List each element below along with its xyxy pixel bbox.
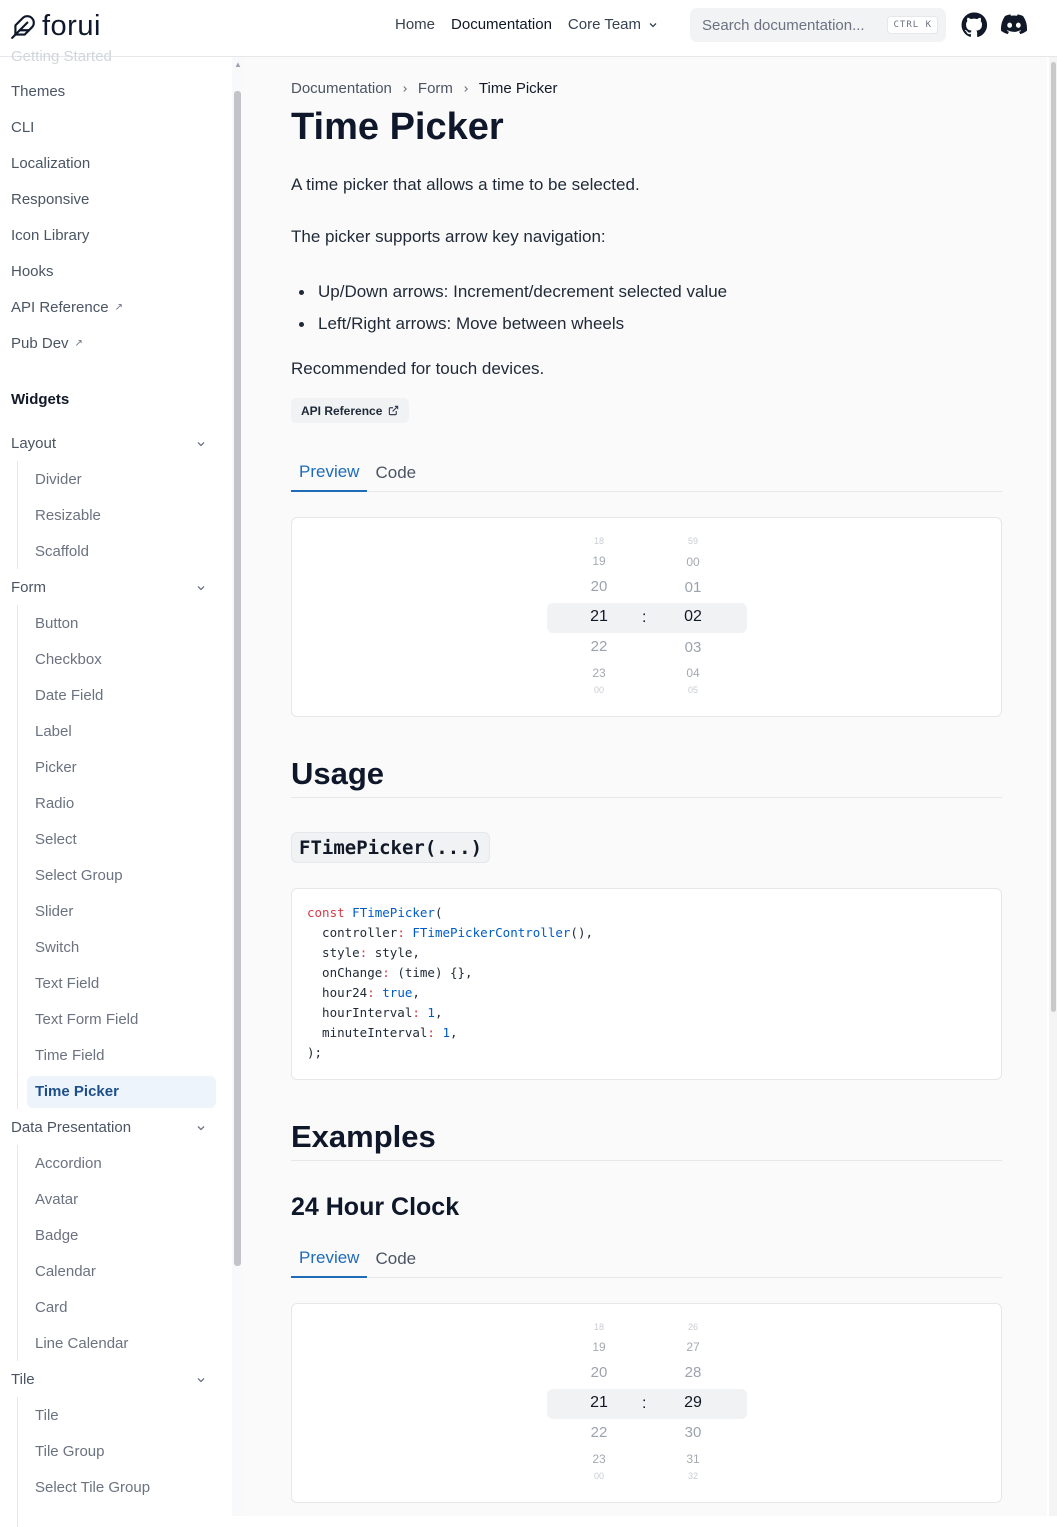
code-token: true (382, 985, 413, 1000)
search-input[interactable] (690, 8, 946, 42)
code-line (307, 1025, 986, 1045)
tab-preview[interactable]: Preview (291, 454, 367, 492)
examples-heading: Examples (291, 1119, 436, 1154)
code-token: 1 (427, 1005, 435, 1020)
sidebar-group-label: Tile (11, 1371, 35, 1388)
external-link-icon: ↗ (74, 338, 83, 349)
nav-core-team[interactable] (568, 16, 659, 33)
time-separator: : (642, 609, 647, 626)
touch-text: Recommended for touch devices. (291, 359, 545, 378)
sidebar-item-resizable[interactable]: Resizable (35, 507, 101, 524)
sidebar-item-icon-library[interactable] (11, 227, 89, 244)
navigation-list (291, 276, 727, 340)
wheel-item: 19 (592, 1340, 606, 1354)
sidebar-item-avatar[interactable]: Avatar (35, 1191, 79, 1208)
divider (291, 1160, 1002, 1161)
code-token: : (382, 965, 390, 980)
sidebar-item-date-field[interactable]: Date Field (35, 687, 104, 704)
chevron-down-icon (195, 438, 207, 450)
time-picker-preview (291, 517, 1002, 717)
sidebar-rail (17, 1397, 18, 1527)
sidebar-item-card[interactable]: Card (35, 1299, 68, 1316)
chevron-right-icon (461, 84, 471, 94)
wheel-item: 20 (590, 1364, 608, 1381)
usage-heading: Usage (291, 756, 385, 791)
sidebar-group-label: Form (11, 579, 46, 596)
breadcrumb-current: Time Picker (478, 80, 558, 97)
sidebar-rail (17, 1145, 18, 1361)
sidebar-group-data-presentation[interactable] (11, 1119, 207, 1136)
wheel-item: 30 (684, 1424, 702, 1441)
code-token: hour24 (307, 985, 368, 1000)
wheel-item: 00 (686, 555, 700, 569)
code-token: , (450, 1025, 458, 1040)
chevron-down-icon (195, 1122, 207, 1134)
sidebar-item-pub-dev[interactable] (11, 335, 83, 352)
code-token: controller (307, 925, 398, 940)
wheel-item: 18 (593, 1322, 604, 1332)
sidebar-item-checkbox[interactable]: Checkbox (35, 651, 102, 668)
sidebar-item-hooks[interactable] (11, 263, 54, 280)
code-line (307, 925, 986, 945)
code-token: : (427, 1025, 435, 1040)
sidebar-item-label: API Reference (11, 299, 109, 316)
sidebar-item-time-picker-label: Time Picker (35, 1083, 119, 1100)
sidebar-item-accordion[interactable]: Accordion (35, 1155, 102, 1172)
code-token: , (412, 985, 420, 1000)
code-token: : (367, 985, 375, 1000)
intro-text: A time picker that allows a time to be selected. (291, 175, 640, 194)
wheel-item: 27 (686, 1340, 700, 1354)
tab-code[interactable]: Code (375, 463, 417, 482)
wheel-item: 28 (684, 1364, 702, 1381)
sidebar-item-divider[interactable]: Divider (35, 471, 82, 488)
wheel-item: 59 (687, 536, 698, 546)
sidebar-item-line-calendar[interactable]: Line Calendar (35, 1335, 129, 1352)
sidebar-item-select-group[interactable]: Select Group (35, 867, 123, 884)
search-placeholder: Search documentation... (702, 16, 865, 34)
hour-wheel[interactable] (569, 518, 629, 718)
wheel-item: 18 (593, 536, 604, 546)
search-shortcut: CTRL K (887, 16, 938, 34)
code-line (307, 945, 986, 965)
nav-documentation[interactable]: Documentation (451, 16, 552, 33)
sidebar-item-label: Responsive (11, 191, 90, 208)
sidebar-item-switch[interactable]: Switch (35, 939, 80, 956)
code-token: style, (367, 945, 420, 960)
wheel-item: 19 (592, 554, 606, 568)
sidebar-item-slider[interactable]: Slider (35, 903, 74, 920)
code-token: (), (570, 925, 593, 940)
sidebar-item-responsive[interactable] (11, 191, 89, 208)
wheel-item: 26 (687, 1322, 698, 1332)
feather-logo-icon (10, 14, 36, 40)
sidebar-item-themes[interactable] (11, 83, 65, 100)
sidebar-item-calendar[interactable]: Calendar (35, 1263, 96, 1280)
sidebar-item-localization[interactable] (11, 155, 90, 172)
code-token: FTimePicker (352, 905, 435, 920)
hour-wheel[interactable] (569, 1304, 629, 1504)
code-line (307, 1005, 986, 1025)
breadcrumb (291, 80, 558, 97)
sidebar-group-label: Layout (11, 435, 57, 452)
code-block (291, 888, 1002, 1080)
sidebar-item-time-field[interactable]: Time Field (35, 1047, 105, 1064)
preview-tabs (291, 454, 1002, 492)
wheel-item: 31 (686, 1452, 700, 1466)
api-reference-button[interactable] (291, 398, 409, 423)
sidebar-item-tile[interactable]: Tile (35, 1407, 59, 1424)
sidebar-item-radio[interactable]: Radio (35, 795, 75, 812)
code-line: ); (307, 1045, 323, 1060)
sidebar-item-badge[interactable]: Badge (35, 1227, 79, 1244)
wheel-item-selected: 21 (590, 608, 608, 625)
breadcrumb-documentation[interactable]: Documentation (291, 80, 392, 97)
sidebar-item-label: Getting Started (11, 48, 112, 65)
code-line (307, 965, 986, 985)
chevron-down-icon (647, 19, 659, 31)
sidebar-heading-widgets: Widgets (11, 391, 70, 408)
nav-core-team-label: Core Team (567, 16, 642, 33)
sidebar-item-label[interactable]: Label (35, 723, 72, 740)
sidebar-item-label: Pub Dev (11, 335, 69, 352)
code-line (307, 985, 986, 1005)
code-token: (time) {}, (389, 965, 473, 980)
sidebar-item-cli[interactable] (11, 119, 34, 136)
code-token: ( (434, 905, 443, 920)
sidebar-item-select[interactable]: Select (35, 831, 77, 848)
top-header (0, 0, 1057, 57)
minute-wheel[interactable] (663, 1304, 723, 1504)
example-tabs (291, 1240, 1002, 1278)
sidebar-item-api-reference[interactable] (11, 299, 123, 316)
wheel-item: 01 (684, 579, 702, 596)
code-token: FTimePickerController (412, 925, 571, 940)
wheel-item: 03 (684, 639, 702, 656)
code-token: : (359, 945, 368, 960)
chevron-right-icon (400, 84, 410, 94)
code-token: onChange (307, 965, 383, 980)
sidebar-group-form[interactable] (11, 579, 207, 596)
code-token: hourInterval (307, 1005, 413, 1020)
time-picker-24h-preview (291, 1303, 1002, 1503)
breadcrumb-form[interactable]: Form (417, 80, 453, 97)
sidebar-rail (17, 605, 18, 1109)
discord-icon[interactable] (1001, 14, 1027, 36)
sidebar-item-label: Localization (11, 155, 91, 172)
scroll-up-icon[interactable]: ▲ (234, 60, 242, 69)
logo-text: forui (42, 10, 101, 42)
wheel-item: 04 (686, 666, 700, 680)
code-token: , (434, 1005, 443, 1020)
code-line (307, 905, 986, 925)
sidebar-group-tile[interactable] (11, 1371, 207, 1388)
sidebar-item-scaffold[interactable]: Scaffold (35, 543, 89, 560)
sidebar-item-label: CLI (11, 119, 35, 136)
code-token: : (412, 1005, 420, 1020)
tab-preview[interactable]: Preview (291, 1240, 367, 1278)
sidebar-group-label: Data Presentation (11, 1119, 132, 1136)
wheel-item: 32 (687, 1471, 698, 1481)
wheel-item-selected: 29 (684, 1394, 702, 1411)
wheel-item: 22 (590, 1424, 608, 1441)
page-scroll-thumb[interactable] (1051, 62, 1056, 1012)
sidebar-item-label: Hooks (11, 263, 54, 280)
sidebar-item-select-tile-group[interactable]: Select Tile Group (35, 1479, 151, 1496)
wheel-item: 20 (590, 578, 608, 595)
minute-wheel[interactable] (663, 518, 723, 718)
page-title: Time Picker (291, 106, 504, 148)
sidebar-item-getting-started[interactable] (11, 48, 112, 65)
tab-code[interactable]: Code (375, 1249, 417, 1268)
sidebar-item-label: Icon Library (11, 227, 90, 244)
navigation-text: The picker supports arrow key navigation: (291, 227, 606, 246)
wheel-item: 05 (687, 685, 698, 695)
sidebar (0, 48, 242, 1516)
wheel-item: 22 (590, 638, 608, 655)
code-token: 1 (442, 1025, 451, 1040)
logo[interactable] (10, 10, 101, 43)
wheel-item: 00 (593, 685, 604, 695)
sidebar-item-label: Themes (11, 83, 66, 100)
example-24-hour-heading: 24 Hour Clock (291, 1193, 460, 1221)
sidebar-scroll-thumb[interactable] (234, 91, 241, 1266)
api-reference-label: API Reference (301, 403, 383, 418)
wheel-item-selected: 02 (684, 608, 702, 625)
wheel-item: 00 (593, 1471, 604, 1481)
sidebar-group-layout[interactable] (11, 435, 207, 452)
external-link-icon: ↗ (114, 302, 123, 313)
chevron-down-icon (195, 1374, 207, 1386)
nav-home[interactable]: Home (395, 16, 436, 33)
list-item: Left/Right arrows: Move between wheels (291, 308, 727, 340)
constructor-signature: FTimePicker(...) (291, 832, 490, 863)
sidebar-item-picker[interactable]: Picker (35, 759, 77, 776)
sidebar-item-tile-group[interactable]: Tile Group (35, 1443, 105, 1460)
time-separator: : (642, 1395, 647, 1412)
code-token: : (397, 925, 405, 940)
code-token: minuteInterval (307, 1025, 428, 1040)
sidebar-item-text-field[interactable]: Text Field (35, 975, 100, 992)
code-token: style (307, 945, 360, 960)
external-link-icon (388, 405, 399, 416)
sidebar-rail (17, 461, 18, 569)
sidebar-item-button[interactable]: Button (35, 615, 79, 632)
code-token: const (307, 905, 345, 920)
sidebar-item-text-form-field[interactable]: Text Form Field (35, 1011, 139, 1028)
top-nav (395, 16, 659, 33)
chevron-down-icon (195, 582, 207, 594)
wheel-item: 23 (592, 666, 606, 680)
list-item: Up/Down arrows: Increment/decrement selected value (291, 276, 727, 308)
divider (291, 797, 1002, 798)
github-icon[interactable] (961, 12, 987, 38)
wheel-item: 23 (592, 1452, 606, 1466)
wheel-item-selected: 21 (590, 1394, 608, 1411)
